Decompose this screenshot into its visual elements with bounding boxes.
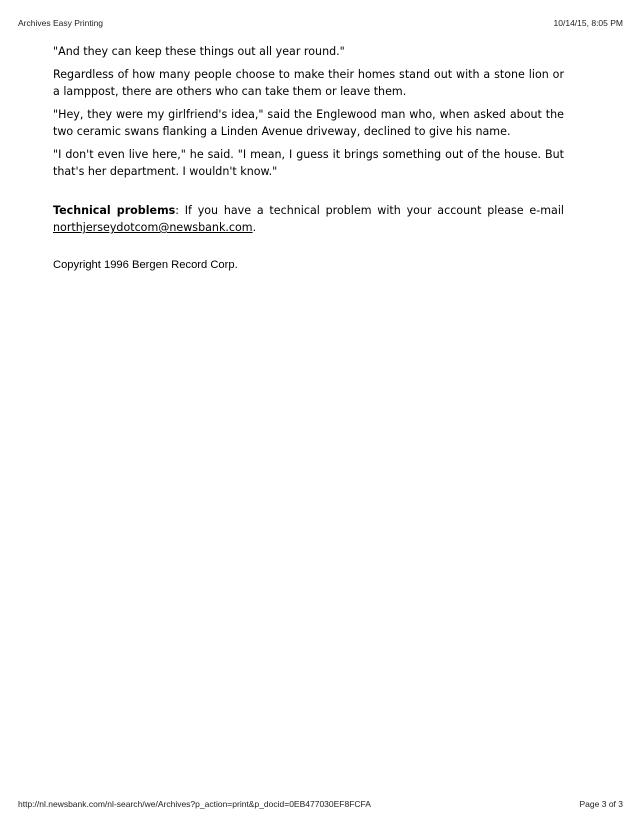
technical-problems-text: : If you have a technical problem with your account please e-mail	[175, 204, 564, 217]
header-title: Archives Easy Printing	[18, 18, 104, 28]
article-paragraph: "And they can keep these things out all year round."	[53, 45, 345, 58]
copyright-notice: Copyright 1996 Bergen Record Corp.	[53, 259, 238, 271]
technical-problems-notice	[53, 202, 564, 236]
header-datetime: 10/14/15, 8:05 PM	[553, 18, 623, 28]
print-footer	[18, 799, 623, 809]
article-content	[53, 43, 564, 273]
print-header	[18, 18, 623, 28]
article-paragraph: Regardless of how many people choose to make their homes stand out with a stone lion or a lamppost, there are others who can take them or leave them.	[53, 68, 564, 98]
footer-page-number: Page 3 of 3	[579, 799, 623, 809]
article-paragraph: "I don't even live here," he said. "I mean, I guess it brings something out of the house. But that's her department. I wouldn't know."	[53, 148, 564, 178]
footer-url: http://nl.newsbank.com/nl-search/we/Archives?p_action=print&p_docid=0EB477030EF8FCFA	[18, 799, 371, 809]
article-paragraph: "Hey, they were my girlfriend's idea," said the Englewood man who, when asked about the two ceramic swans flanking a Linden Avenue driveway, declined to give his name.	[53, 108, 564, 138]
technical-problems-label: Technical problems	[53, 204, 176, 217]
support-email-link[interactable]: northjerseydotcom@newsbank.com	[53, 221, 253, 234]
technical-problems-end: .	[252, 221, 257, 234]
